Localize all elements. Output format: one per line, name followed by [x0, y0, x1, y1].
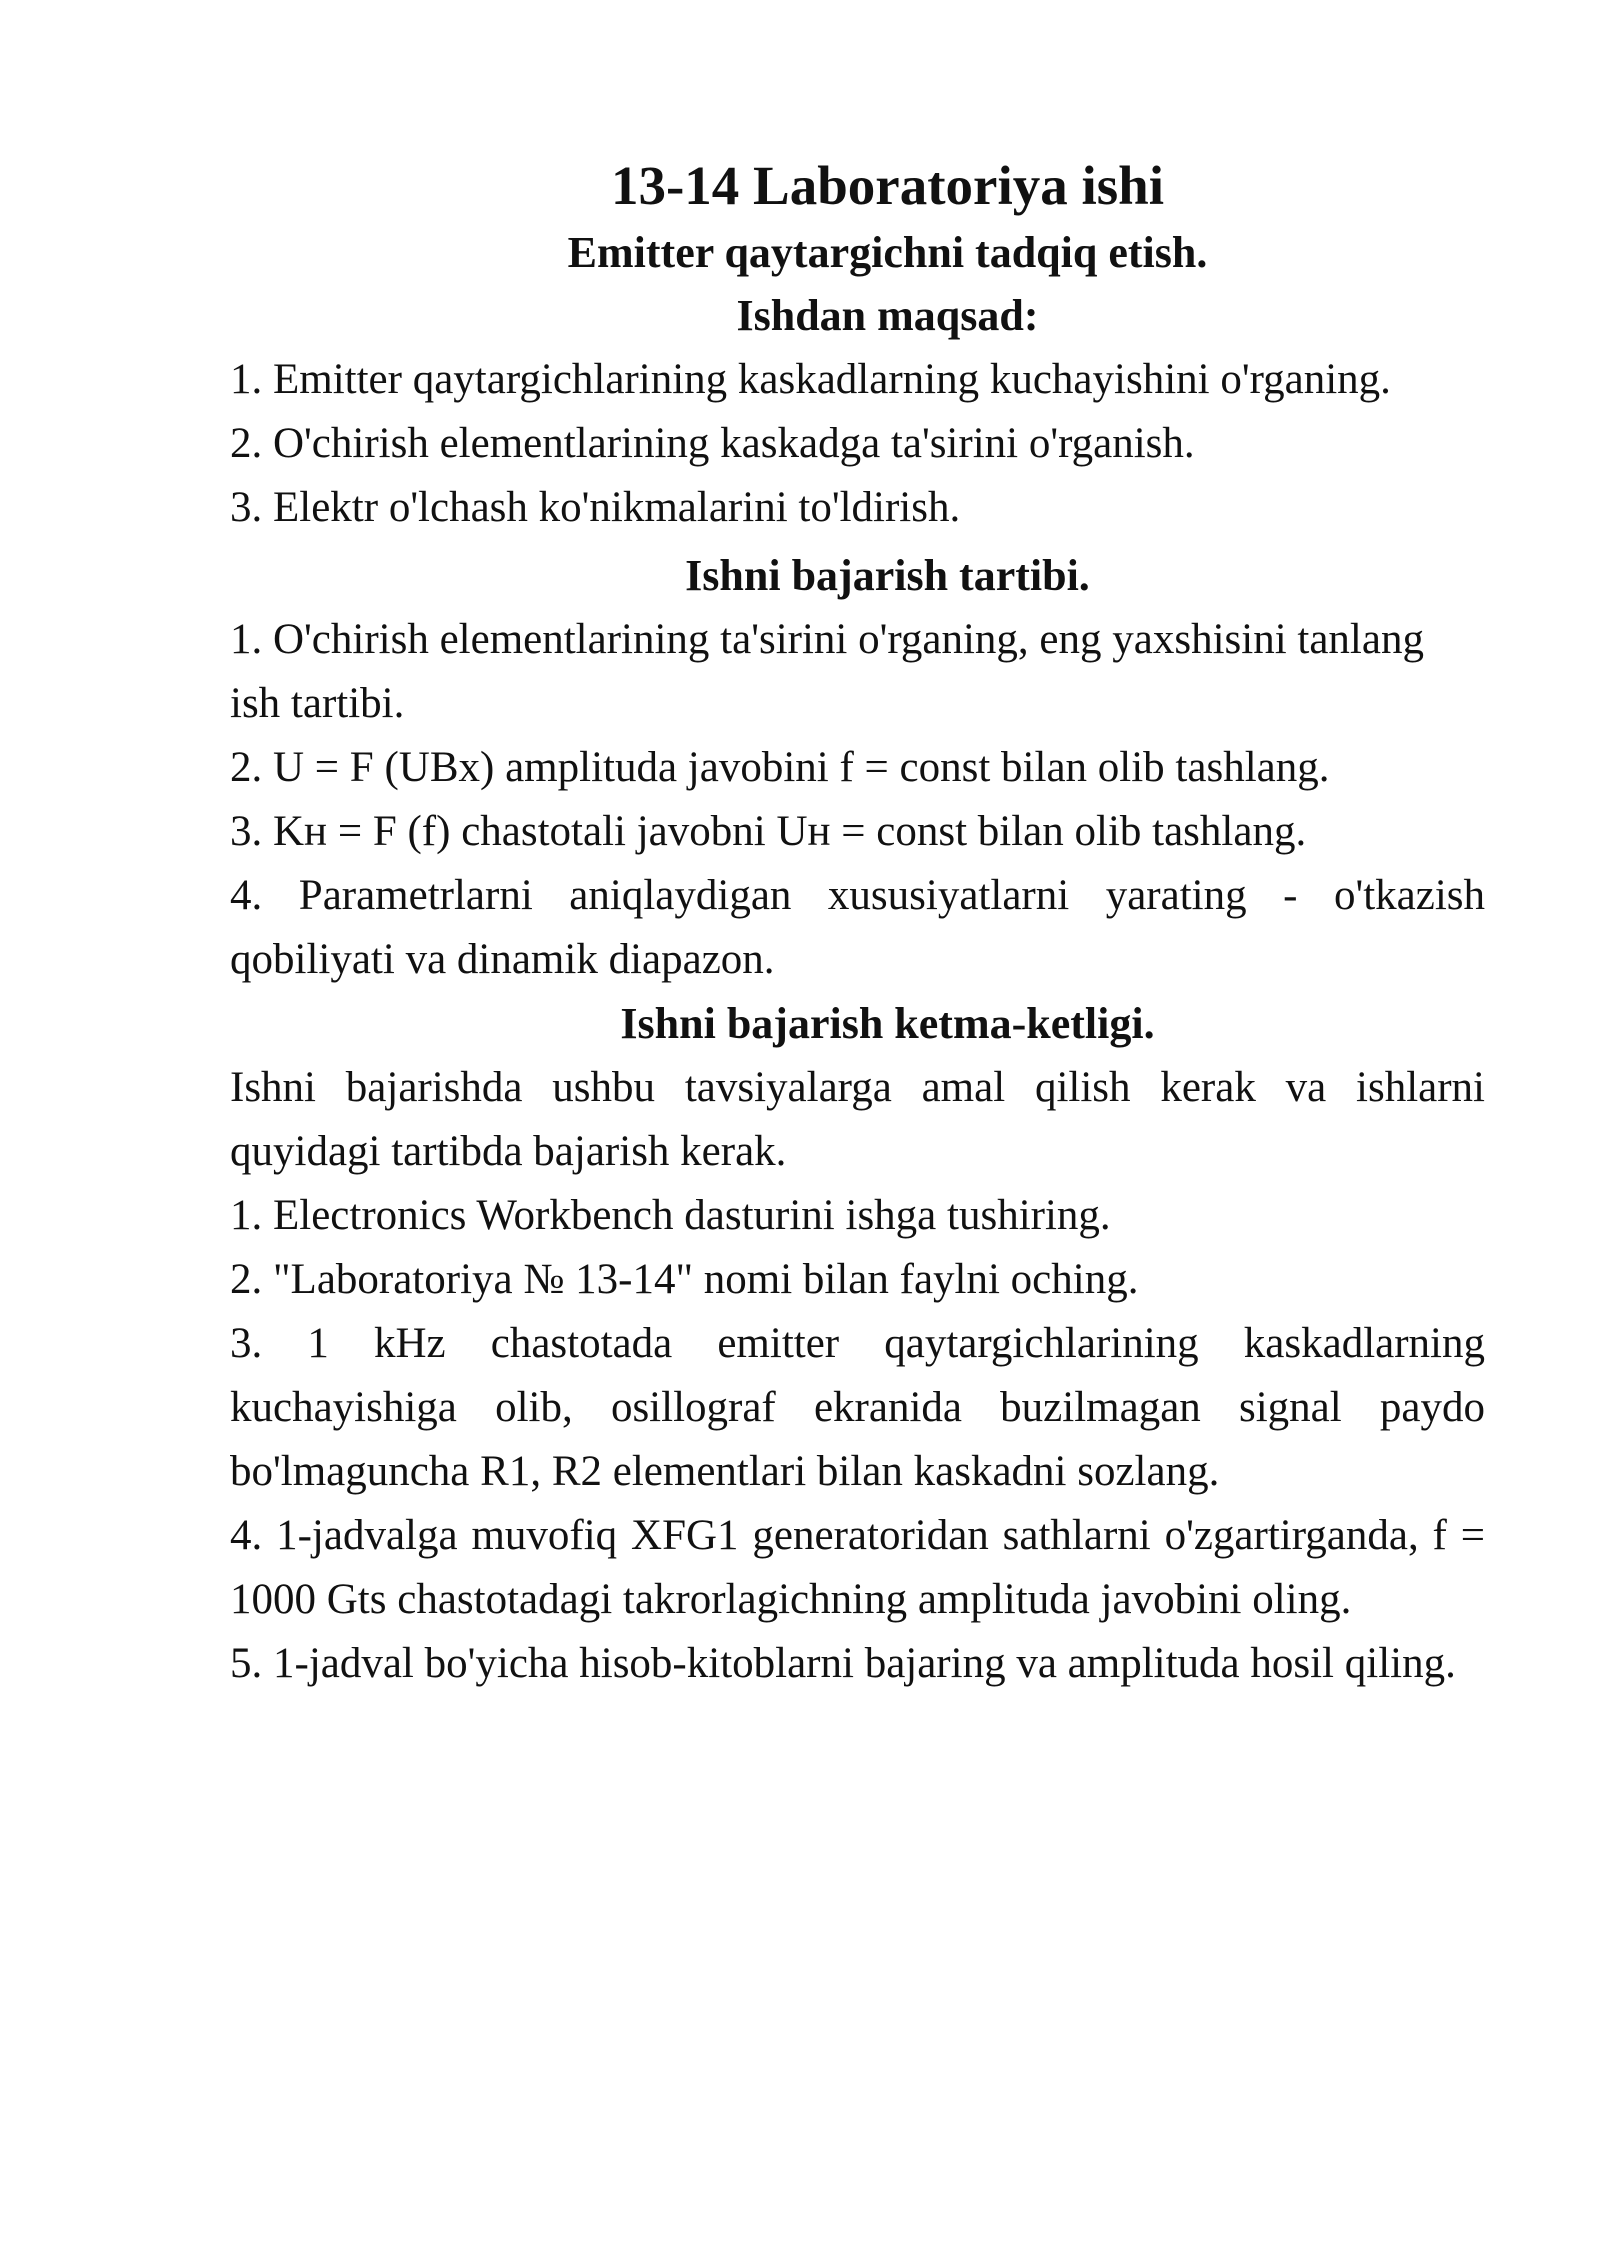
order-heading: Ishni bajarish tartibi.: [685, 551, 1090, 600]
order-item-2: 2. U = F (UBx) amplituda javobini f = const bilan olib tashlang.: [230, 744, 1330, 791]
sequence-heading: Ishni bajarish ketma-ketligi.: [620, 999, 1155, 1048]
sequence-item-5: 5. 1-jadval bo'yicha hisob-kitoblarni bajaring va amplituda hosil qiling.: [230, 1640, 1456, 1687]
document-title: 13-14 Laboratoriya ishi: [610, 155, 1165, 216]
goal-item-3: 3. Elektr o'lchash ko'nikmalarini to'ldirish.: [230, 484, 961, 531]
order-item-1: 1. O'chirish elementlarining ta'sirini o'rganing, eng yaxshisini tanlang: [230, 616, 1424, 663]
order-item-4: 4. Parametrlarni aniqlaydigan xususiyatlarni yarating - o'tkazish qobiliyati va dinamik diapazon.: [230, 872, 1485, 983]
sequence-intro: Ishni bajarishda ushbu tavsiyalarga amal qilish kerak va ishlarni quyidagi tartibda bajarish kerak.: [230, 1064, 1485, 1175]
sequence-item-1: 1. Electronics Workbench dasturini ishga tushiring.: [230, 1192, 1111, 1239]
document-page: [230, 150, 1485, 1696]
goal-heading: Ishdan maqsad:: [736, 291, 1039, 340]
document-subtitle: Emitter qaytargichni tadqiq etish.: [567, 228, 1208, 277]
sequence-item-3: 3. 1 kHz chastotada emitter qaytargichlarining kaskadlarning kuchayishiga olib, osillograf ekranida buzilmagan signal paydo bo'lmaguncha R1, R2 elementlari bilan kaskadni sozlang.: [230, 1320, 1485, 1495]
goal-item-1: 1. Emitter qaytargichlarining kaskadlarning kuchayishini o'rganing.: [230, 356, 1391, 403]
sequence-item-4: 4. 1-jadvalga muvofiq XFG1 generatoridan sathlarni o'zgartirganda, f = 1000 Gts chastotadagi takrorlagichning amplituda javobini oling.: [230, 1512, 1485, 1623]
sequence-item-2: 2. "Laboratoriya № 13-14" nomi bilan faylni oching.: [230, 1256, 1139, 1303]
order-item-3: 3. Kн = F (f) chastotali javobni Uн = const bilan olib tashlang.: [230, 808, 1307, 855]
goal-item-2: 2. O'chirish elementlarining kaskadga ta'sirini o'rganish.: [230, 420, 1195, 467]
order-item-1-continued: ish tartibi.: [230, 680, 405, 727]
